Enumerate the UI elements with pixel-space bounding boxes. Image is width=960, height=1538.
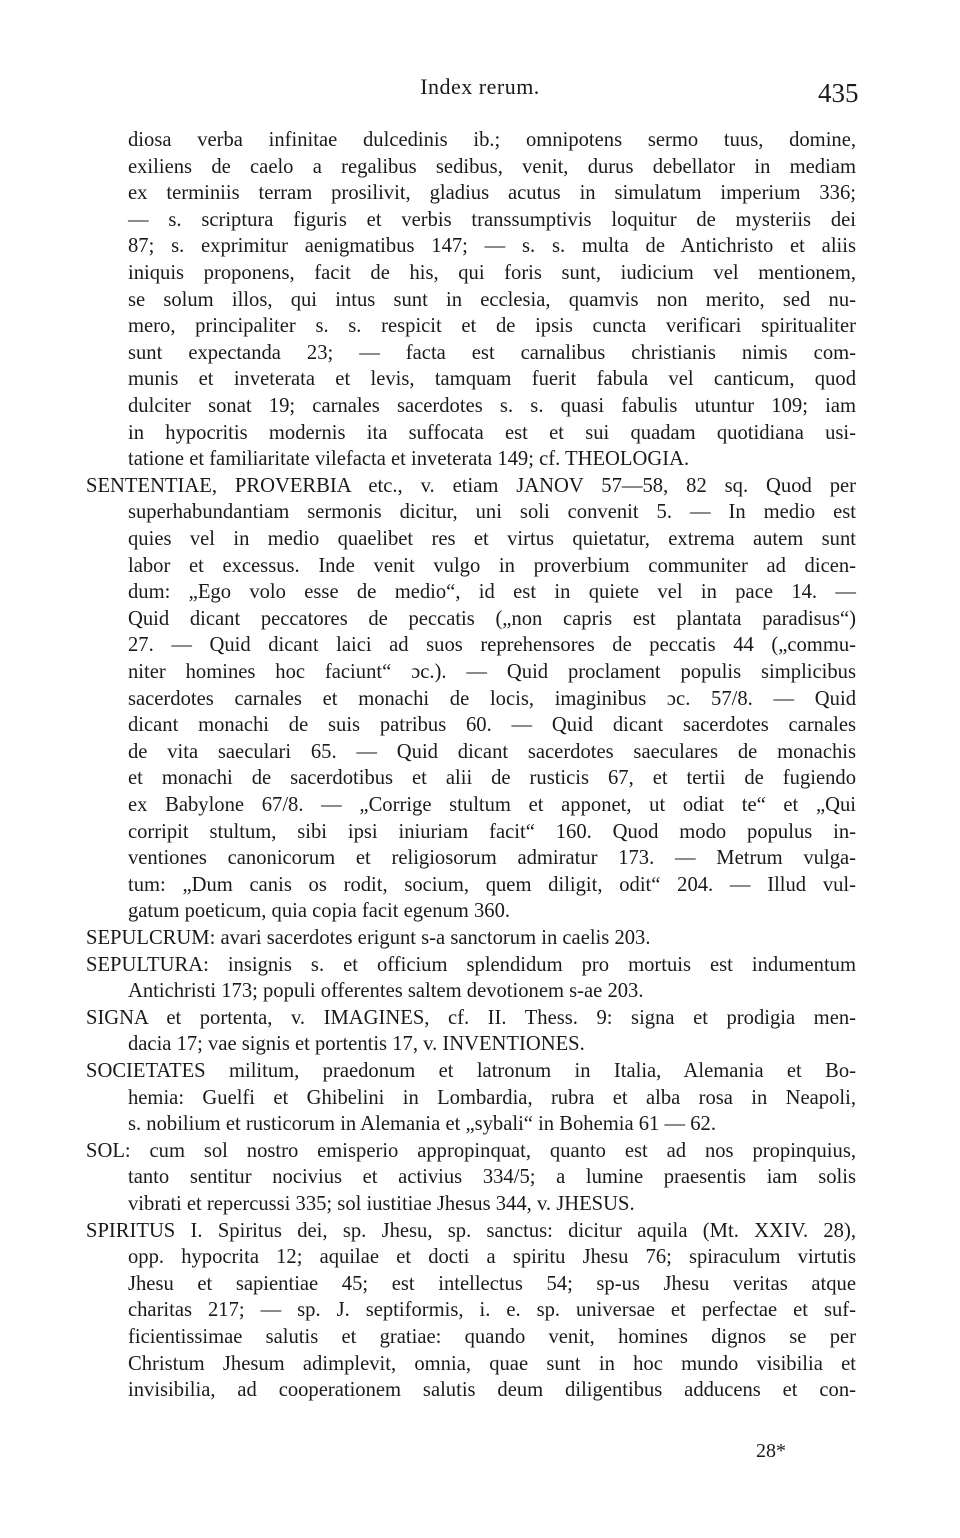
index-line: ventiones canonicorum et religiosorum admiratur 173. — Metrum vulga- — [128, 847, 856, 870]
index-line: Jhesu et sapientiae 45; est intellectus 54; sp-us Jhesu veritas atque — [128, 1272, 856, 1295]
index-line: munis et inveterata et levis, tamquam fuerit fabula vel canticum, quod — [128, 368, 856, 391]
index-line: SOCIETATES militum, praedonum et latronum in Italia, Alemania et Bo- — [86, 1060, 856, 1082]
index-line: Antichristi 173; populi offerentes saltem devotionem s-ae 203. — [128, 980, 644, 1003]
index-line: Christum Jhesum adimplevit, omnia, quae sunt in hoc mundo visibilia et — [128, 1352, 856, 1375]
index-line: ex terminiis terram prosilivit, gladius acutus in simulatum imperium 336; — [128, 182, 856, 205]
index-line: Quid dicant peccatores de peccatis („non capris est plantata paradisus“) — [128, 607, 856, 630]
index-line: diosa verba infinitae dulcedinis ib.; omnipotens sermo tuus, domine, — [128, 129, 856, 151]
index-line: opp. hypocrita 12; aquilae et docti a spiritu Jhesu 76; spiraculum virtutis — [128, 1246, 856, 1269]
index-line: iniquis proponens, facit de his, qui foris sunt, iudicium vel mentionem, — [128, 262, 856, 284]
index-line: in hypocritis modernis ita suffocata est et sui quadam quotidiana usi- — [128, 421, 856, 444]
index-line: 87; s. exprimitur aenigmatibus 147; — s. s. multa de Antichristo et aliis — [128, 235, 856, 258]
index-line: SOL: cum sol nostro emisperio appropinquat, quanto est ad nos propinquius, — [86, 1139, 856, 1162]
index-line: quies vel in medio quaelibet res et virtus quietatur, extrema autem sunt — [128, 528, 856, 550]
running-header-title: Index rerum. — [420, 74, 540, 99]
index-line: tatione et familiaritate vilefacta et inveterata 149; cf. THEOLOGIA. — [128, 448, 690, 471]
index-line: SENTENTIAE, PROVERBIA etc., v. etiam JANOV 57—58, 82 sq. Quod per — [86, 474, 856, 497]
index-line: dulciter sonat 19; carnales sacerdotes s. s. quasi fabulis utuntur 109; iam — [128, 395, 856, 417]
index-line: vibrati et repercussi 335; sol iustitiae Jhesus 344, v. JHESUS. — [128, 1193, 635, 1215]
index-line: s. nobilium et rusticorum in Alemania et „sybali“ in Bohemia 61 — 62. — [128, 1113, 716, 1136]
index-line: SEPULTURA: insignis s. et officium splendidum pro mortuis est indumentum — [86, 953, 856, 976]
index-line: invisibilia, ad cooperationem salutis deum diligentibus adducens et con- — [128, 1379, 856, 1402]
index-line: sunt expectanda 23; — facta est carnalibus christianis nimis com- — [128, 341, 856, 364]
index-line: labor et excessus. Inde venit vulgo in proverbium communiter ad dicen- — [128, 554, 856, 577]
index-line: exiliens de caelo a regalibus sedibus, venit, durus debellator in mediam — [128, 155, 856, 178]
index-line: SEPULCRUM: avari sacerdotes erigunt s-a sanctorum in caelis 203. — [86, 927, 651, 949]
index-line: charitas 217; — sp. J. septiformis, i. e. sp. universae et perfectae et suf- — [128, 1299, 856, 1322]
index-line: tanto sentitur nocivius et activius 334/5; a lumine praesentis iam solis — [128, 1166, 856, 1189]
index-line: de vita saeculari 65. — Quid dicant sacerdotes saeculares de monachis — [128, 740, 856, 763]
index-line: superhabundantiam sermonis dicitur, uni soli convenit 5. — In medio est — [128, 501, 856, 524]
index-line: mero, principaliter s. s. respicit et de ipsis cuncta verificari spiritualiter — [128, 315, 856, 338]
index-line: — s. scriptura figuris et verbis transsumptivis loquitur de mysteriis dei — [128, 208, 856, 231]
index-line: SPIRITUS I. Spiritus dei, sp. Jhesu, sp. sanctus: dicitur aquila (Mt. XXIV. 28), — [86, 1219, 856, 1242]
index-line: niter homines hoc faciunt“ ɔc.). — Quid proclament populis simplicibus — [128, 661, 856, 683]
index-line: se solum illos, qui intus sunt in ecclesia, quamvis non merito, sed nu- — [128, 288, 856, 311]
index-line: hemia: Guelfi et Ghibelini in Lombardia, rubra et alba rosa in Neapoli, — [128, 1086, 856, 1109]
page-number: 435 — [818, 78, 859, 108]
signature-mark: 28* — [756, 1440, 786, 1462]
index-line: et monachi de sacerdotibus et alii de rusticis 67, et tertii de fugiendo — [128, 767, 856, 790]
index-line: dicant monachi de suis patribus 60. — Quid dicant sacerdotes carnales — [128, 714, 856, 737]
index-line: sacerdotes carnales et monachi de locis, imaginibus ɔc. 57/8. — Quid — [128, 687, 856, 710]
index-line: ficientissimae salutis et gratiae: quando venit, homines dignos se per — [128, 1326, 856, 1348]
index-line: dacia 17; vae signis et portentis 17, v. INVENTIONES. — [128, 1033, 585, 1056]
index-line: ex Babylone 67/8. — „Corrige stultum et apponet, ut odiat te“ et „Qui — [128, 794, 856, 816]
index-line: dum: „Ego volo esse de medio“, id est in quiete vel in pace 14. — — [128, 581, 856, 604]
index-line: tum: „Dum canis os rodit, socium, quem diligit, odit“ 204. — Illud vul- — [128, 873, 856, 896]
index-line: SIGNA et portenta, v. IMAGINES, cf. II. Thess. 9: signa et prodigia men- — [86, 1006, 856, 1029]
index-line: 27. — Quid dicant laici ad suos reprehensores de peccatis 44 („commu- — [128, 634, 856, 657]
index-line: corripit stultum, sibi ipsi iniuriam facit“ 160. Quod modo populus in- — [128, 820, 856, 843]
index-line: gatum poeticum, quia copia facit egenum 360. — [128, 900, 511, 923]
